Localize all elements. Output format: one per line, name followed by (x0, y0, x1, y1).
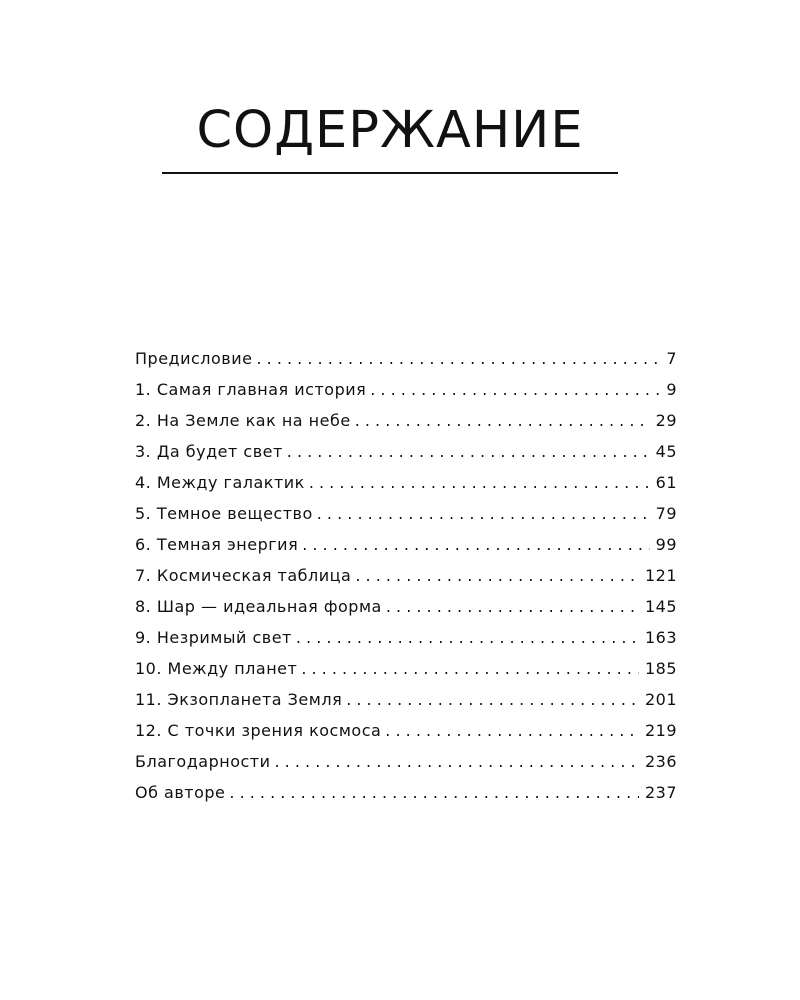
toc-entry-page-number: 121 (644, 566, 677, 585)
dot-leader (355, 560, 639, 591)
toc-entry-label: 6. Темная энергия (135, 535, 299, 554)
toc-entry-page-number: 9 (666, 380, 677, 399)
page-title: СОДЕРЖАНИЕ (196, 101, 584, 160)
toc-entry[interactable] (135, 622, 677, 653)
toc-entry-label: 7. Космическая таблица (135, 566, 352, 585)
toc-entry-label: 11. Экзопланета Земля (135, 690, 343, 709)
toc-entry[interactable] (135, 436, 677, 467)
toc-entry-page-number: 201 (644, 690, 677, 709)
toc-entry[interactable] (135, 374, 677, 405)
dot-leader (256, 343, 660, 374)
toc-entry[interactable] (135, 467, 677, 498)
toc-entry[interactable] (135, 746, 677, 777)
dot-leader (301, 653, 639, 684)
toc-entry-page-number: 7 (666, 349, 677, 368)
title-underline (162, 172, 618, 174)
toc-entry-label: 12. С точки зрения космоса (135, 721, 382, 740)
toc-entry-page-number: 237 (644, 783, 677, 802)
dot-leader (346, 684, 639, 715)
dot-leader (355, 405, 650, 436)
toc-entry-label: 8. Шар — идеальная форма (135, 597, 382, 616)
dot-leader (296, 622, 639, 653)
toc-entry[interactable] (135, 715, 677, 746)
toc-entry-page-number: 236 (644, 752, 677, 771)
dot-leader (317, 498, 650, 529)
dot-leader (309, 467, 650, 498)
toc-entry-label: Об авторе (135, 783, 226, 802)
toc-entry-page-number: 185 (644, 659, 677, 678)
toc-entry[interactable] (135, 653, 677, 684)
dot-leader (287, 436, 650, 467)
toc-entry[interactable] (135, 343, 677, 374)
toc-entry-page-number: 163 (644, 628, 677, 647)
dot-leader (302, 529, 649, 560)
toc-entry-page-number: 79 (655, 504, 677, 523)
toc-entry-page-number: 145 (644, 597, 677, 616)
toc-entry[interactable] (135, 560, 677, 591)
toc-entry-page-number: 61 (655, 473, 677, 492)
toc-entry[interactable] (135, 684, 677, 715)
toc-entry[interactable] (135, 498, 677, 529)
dot-leader (370, 374, 660, 405)
toc-entry-label: 10. Между планет (135, 659, 298, 678)
toc-entry[interactable] (135, 777, 677, 808)
toc-entry[interactable] (135, 591, 677, 622)
dot-leader (386, 591, 639, 622)
toc-entry-label: 4. Между галактик (135, 473, 305, 492)
toc-entry-label: 3. Да будет свет (135, 442, 283, 461)
dot-leader (275, 746, 639, 777)
toc-entry[interactable] (135, 405, 677, 436)
toc-entry-label: 9. Незримый свет (135, 628, 292, 647)
toc-entry-label: 5. Темное вещество (135, 504, 313, 523)
toc-entry-label: 2. На Земле как на небе (135, 411, 351, 430)
table-of-contents (135, 343, 677, 808)
toc-entry-label: Предисловие (135, 349, 253, 368)
toc-entry-label: Благодарности (135, 752, 271, 771)
toc-entry-page-number: 99 (655, 535, 677, 554)
dot-leader (385, 715, 639, 746)
dot-leader (229, 777, 639, 808)
toc-entry[interactable] (135, 529, 677, 560)
toc-entry-page-number: 219 (644, 721, 677, 740)
toc-entry-page-number: 29 (655, 411, 677, 430)
toc-entry-label: 1. Самая главная история (135, 380, 367, 399)
toc-entry-page-number: 45 (655, 442, 677, 461)
